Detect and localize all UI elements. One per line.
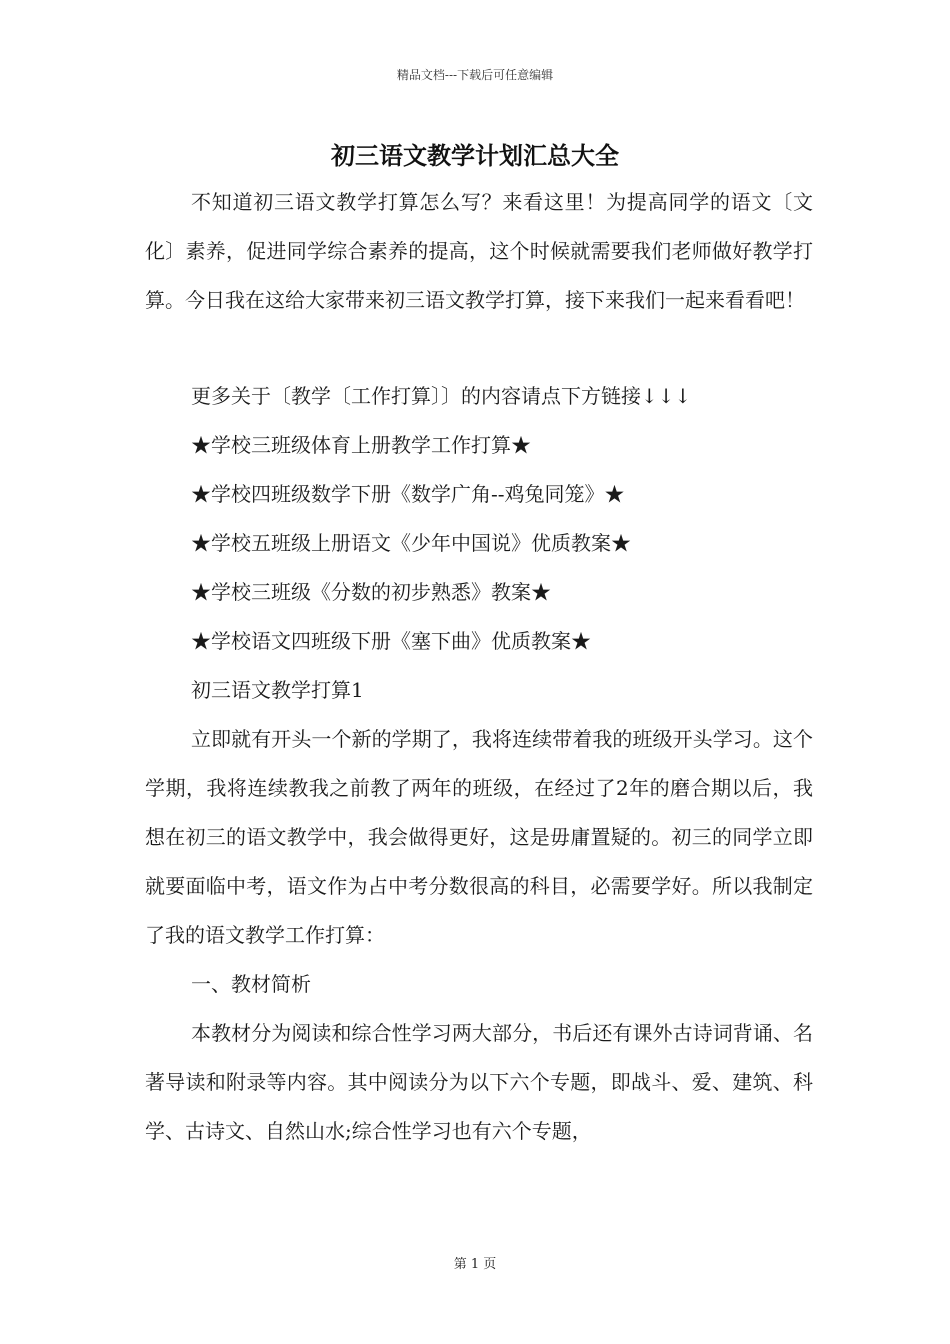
page-number: 第 1 页 — [453, 1257, 497, 1272]
subsection-heading: 一、教材简析 — [191, 972, 311, 996]
related-link-item[interactable]: ★学校五班级上册语文《少年中国说》优质教案★ — [191, 531, 631, 555]
related-link-item[interactable]: ★学校语文四班级下册《塞下曲》优质教案★ — [191, 629, 591, 653]
related-link-item[interactable]: ★学校三班级《分数的初步熟悉》教案★ — [191, 580, 551, 604]
related-link-item[interactable]: ★学校三班级体育上册教学工作打算★ — [191, 433, 531, 457]
section-paragraph: 立即就有开头一个新的学期了，我将连续带着我的班级开头学习。这个学期，我将连续教我之前教了两年的班级，在经过了2年的磨合期以后，我想在初三的语文教学中，我会做得更好，这是毋庸置疑的。初三的同学立即就要面临中考，语文作为占中考分数很高的科目，必需要学好。所以我制定了我的语文教学工作打算： — [145, 727, 813, 947]
document-body — [145, 178, 813, 1156]
document-title: 初三语文教学计划汇总大全 — [331, 141, 619, 170]
header-note: 精品文档---下载后可任意编辑 — [396, 68, 554, 82]
related-link-item[interactable]: ★学校四班级数学下册《数学广角--鸡兔同笼》★ — [191, 482, 625, 506]
intro-paragraph: 不知道初三语文教学打算怎么写？来看这里！为提高同学的语文〔文化〕素养，促进同学综合素养的提高，这个时候就需要我们老师做好教学打算。今日我在这给大家带来初三语文教学打算，接下来我们一起来看看吧！ — [145, 190, 813, 312]
section-heading: 初三语文教学打算1 — [191, 678, 364, 702]
paragraph-gap — [145, 325, 813, 372]
more-links-prompt: 更多关于〔教学〔工作打算〕〕的内容请点下方链接↓↓↓ — [191, 384, 692, 408]
section-paragraph: 本教材分为阅读和综合性学习两大部分，书后还有课外古诗词背诵、名著导读和附录等内容。其中阅读分为以下六个专题，即战斗、爱、建筑、科学、古诗文、自然山水;综合性学习也有六个专题， — [145, 1021, 813, 1143]
